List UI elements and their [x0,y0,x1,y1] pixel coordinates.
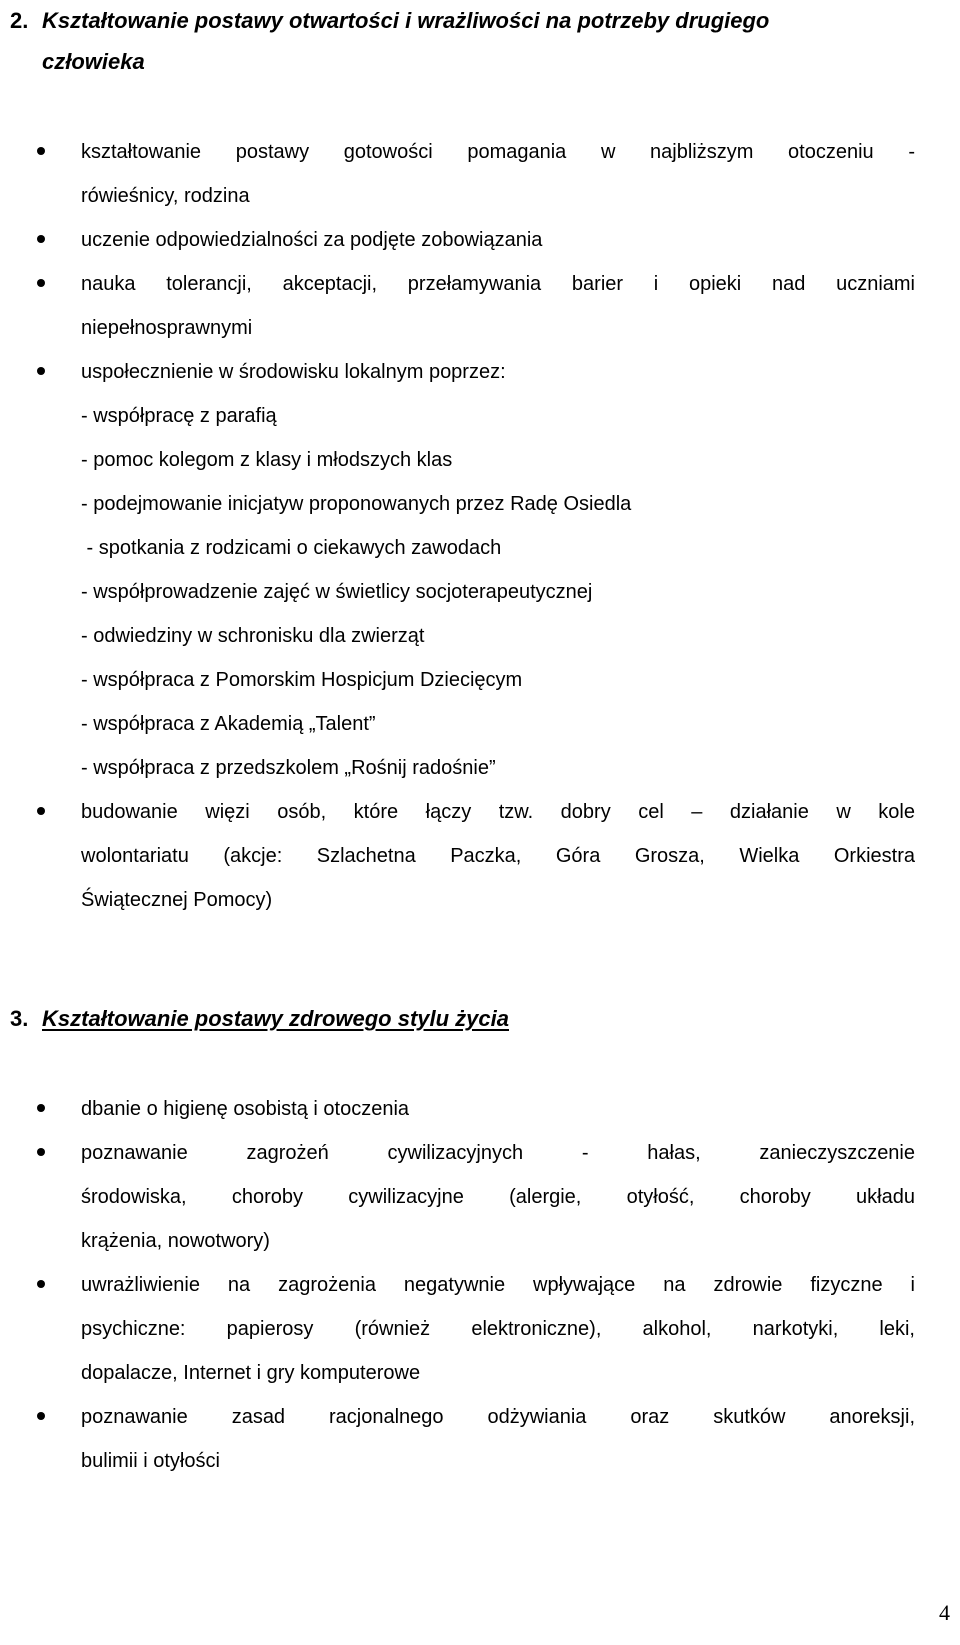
list-item-line: dopalacze, Internet i gry komputerowe [81,1362,421,1384]
list-item [0,790,915,922]
bullet-icon [37,1280,45,1288]
list-item-line: budowanie więzi osób, które łączy tzw. dobry cel – działanie w kole [81,801,915,823]
bullet-icon [37,279,45,287]
list-item-line: - spotkania z rodzicami o ciekawych zawodach [81,537,502,559]
list-item-line: kształtowanie postawy gotowości pomagania w najbliższym otoczeniu - [81,141,915,163]
bullet-icon [37,367,45,375]
list-item-line: dbanie o higienę osobistą i otoczenia [81,1098,410,1120]
list-item [0,1395,915,1483]
list-item-line: wolontariatu (akcje: Szlachetna Paczka, Góra Grosza, Wielka Orkiestra [81,845,915,867]
list-item [0,1131,915,1263]
list-item [0,218,915,262]
list-item-line: nauka tolerancji, akceptacji, przełamywania barier i opieki nad uczniami [81,273,915,295]
section-2-title-line-2: człowieka [42,49,145,74]
list-item-line: - współpracę z parafią [81,405,277,427]
list-item [0,1087,915,1131]
list-item-line: uwrażliwienie na zagrożenia negatywnie wpływające na zdrowie fizyczne i [81,1274,915,1296]
list-item-line: uczenie odpowiedzialności za podjęte zobowiązania [81,229,543,251]
list-item-line: krążenia, nowotwory) [81,1230,270,1252]
page-number: 4 [939,1600,950,1625]
list-item-line: środowiska, choroby cywilizacyjne (alergie, otyłość, choroby układu [81,1186,915,1208]
list-item-line: - pomoc kolegom z klasy i młodszych klas [81,449,453,471]
list-item [0,130,915,218]
list-item-line: Świątecznej Pomocy) [81,889,273,911]
bullet-icon [37,807,45,815]
list-item-line: - współpraca z Pomorskim Hospicjum Dziecięcym [81,669,523,691]
bullet-icon [37,147,45,155]
section-3-number: 3. [10,1006,29,1031]
bullet-icon [37,235,45,243]
section-2-title-line-1: Kształtowanie postawy otwartości i wrażliwości na potrzeby drugiego [42,8,770,33]
list-item-line: poznawanie zagrożeń cywilizacyjnych - hałas, zanieczyszczenie [81,1142,915,1164]
list-item-line: - odwiedziny w schronisku dla zwierząt [81,625,425,647]
list-item-line: - współpraca z przedszkolem „Rośnij radośnie” [81,757,496,779]
section-2-heading-line-1 [10,0,925,41]
section-3-heading [10,998,925,1039]
list-item-line: rówieśnicy, rodzina [81,185,250,207]
section-3-title: Kształtowanie postawy zdrowego stylu życia [42,1006,509,1031]
list-item [0,1263,915,1395]
list-item-line: psychiczne: papierosy (również elektroniczne), alkohol, narkotyki, leki, [81,1318,915,1340]
section-3-list [0,1087,960,1483]
section-2-heading-line-2 [10,41,925,82]
section-2-list [0,130,960,922]
section-2-heading [10,0,925,82]
list-item-line: niepełnosprawnymi [81,317,253,339]
list-item-line: poznawanie zasad racjonalnego odżywiania oraz skutków anoreksji, [81,1406,915,1428]
list-item-line: uspołecznienie w środowisku lokalnym poprzez: [81,361,506,383]
list-item-line: bulimii i otyłości [81,1450,220,1472]
bullet-icon [37,1148,45,1156]
list-item-line: - współpraca z Akademią „Talent” [81,713,376,735]
list-item-line: - współprowadzenie zajęć w świetlicy socjoterapeutycznej [81,581,593,603]
section-2-number: 2. [10,8,29,33]
bullet-icon [37,1412,45,1420]
list-item-line: - podejmowanie inicjatyw proponowanych przez Radę Osiedla [81,493,632,515]
bullet-icon [37,1104,45,1112]
list-item [0,350,915,790]
list-item [0,262,915,350]
